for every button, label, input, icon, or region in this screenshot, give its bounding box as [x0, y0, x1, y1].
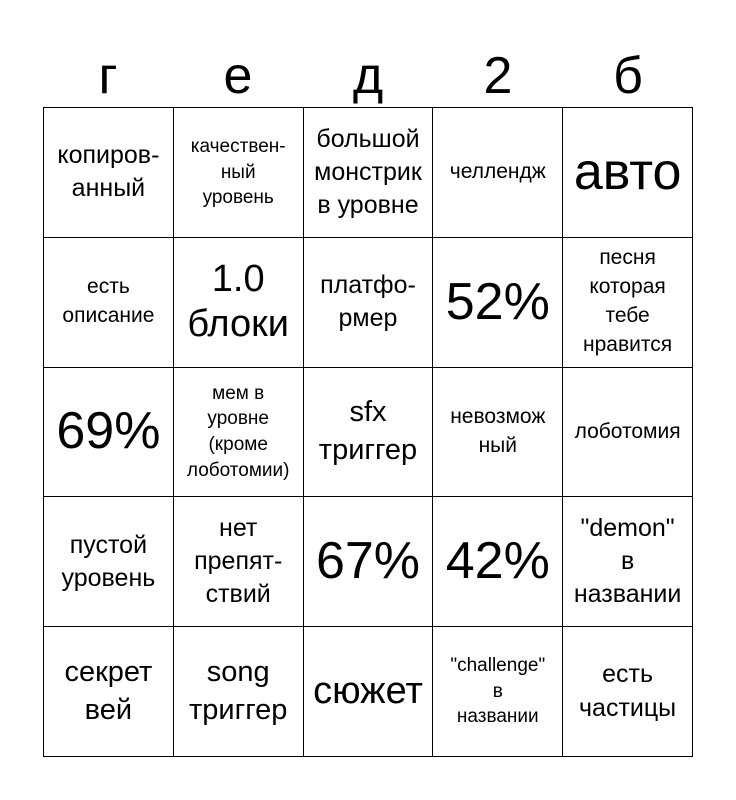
cell-text: нет препят- ствий — [194, 513, 283, 609]
cell-text: качествен- ный уровень — [190, 135, 286, 209]
cell-text: sfx триггер — [318, 396, 418, 466]
bingo-cell[interactable] — [44, 368, 174, 498]
bingo-cell[interactable] — [433, 238, 563, 368]
cell-text: "demon" в названии — [573, 513, 682, 609]
cell-text: мем в уровне (кроме лоботомии) — [186, 382, 290, 481]
bingo-cell[interactable] — [563, 497, 693, 627]
cell-text: пустой уровень — [61, 530, 156, 592]
bingo-cell[interactable] — [44, 497, 174, 627]
bingo-cell[interactable] — [433, 497, 563, 627]
bingo-cell[interactable] — [563, 238, 693, 368]
bingo-cell[interactable] — [304, 108, 434, 238]
header-letter-4: 2 — [483, 47, 513, 105]
cell-text: 1.0 блоки — [187, 257, 290, 346]
cell-text: песня которая тебе нравится — [583, 246, 673, 357]
cell-text: лоботомия — [574, 419, 681, 443]
cell-text: есть частицы — [579, 660, 677, 722]
cell-text: 52% — [445, 272, 550, 331]
bingo-cell[interactable] — [433, 368, 563, 498]
bingo-cell[interactable] — [174, 238, 304, 368]
header-letter-2: е — [223, 47, 253, 105]
cell-text: секрет вей — [64, 655, 153, 726]
cell-text: челлендж — [449, 159, 546, 183]
bingo-cell[interactable] — [304, 497, 434, 627]
cell-text: копиров- анный — [57, 141, 160, 203]
bingo-grid — [43, 107, 693, 757]
bingo-cell[interactable] — [174, 627, 304, 757]
cell-text: невозмож ный — [450, 405, 546, 457]
cell-text: есть описание — [62, 275, 155, 328]
cell-text: авто — [573, 142, 682, 201]
cell-text: 42% — [445, 532, 550, 591]
bingo-header — [43, 44, 693, 108]
header-letter-5: б — [613, 47, 643, 105]
bingo-cell[interactable] — [304, 627, 434, 757]
bingo-cell[interactable] — [563, 108, 693, 238]
bingo-cell[interactable] — [174, 497, 304, 627]
bingo-cell[interactable] — [433, 108, 563, 238]
header-letter-1: г — [98, 47, 118, 105]
cell-text: "challenge" в названии — [450, 655, 546, 728]
bingo-cell[interactable] — [174, 368, 304, 498]
bingo-cell[interactable] — [304, 238, 434, 368]
cell-text: сюжет — [313, 669, 423, 712]
cell-text: 69% — [56, 402, 161, 461]
bingo-cell[interactable] — [174, 108, 304, 238]
bingo-cell[interactable] — [433, 627, 563, 757]
bingo-cell[interactable] — [563, 368, 693, 498]
cell-text: большой монстрик в уровне — [314, 124, 422, 220]
bingo-cell[interactable] — [44, 627, 174, 757]
cell-text: song триггер — [189, 655, 288, 726]
bingo-cell[interactable] — [44, 108, 174, 238]
bingo-cell[interactable] — [563, 627, 693, 757]
header-letter-3: д — [352, 47, 384, 105]
cell-text: платфо- рмер — [320, 270, 416, 333]
bingo-cell[interactable] — [44, 238, 174, 368]
cell-text: 67% — [315, 532, 421, 591]
bingo-cell[interactable] — [304, 368, 434, 498]
